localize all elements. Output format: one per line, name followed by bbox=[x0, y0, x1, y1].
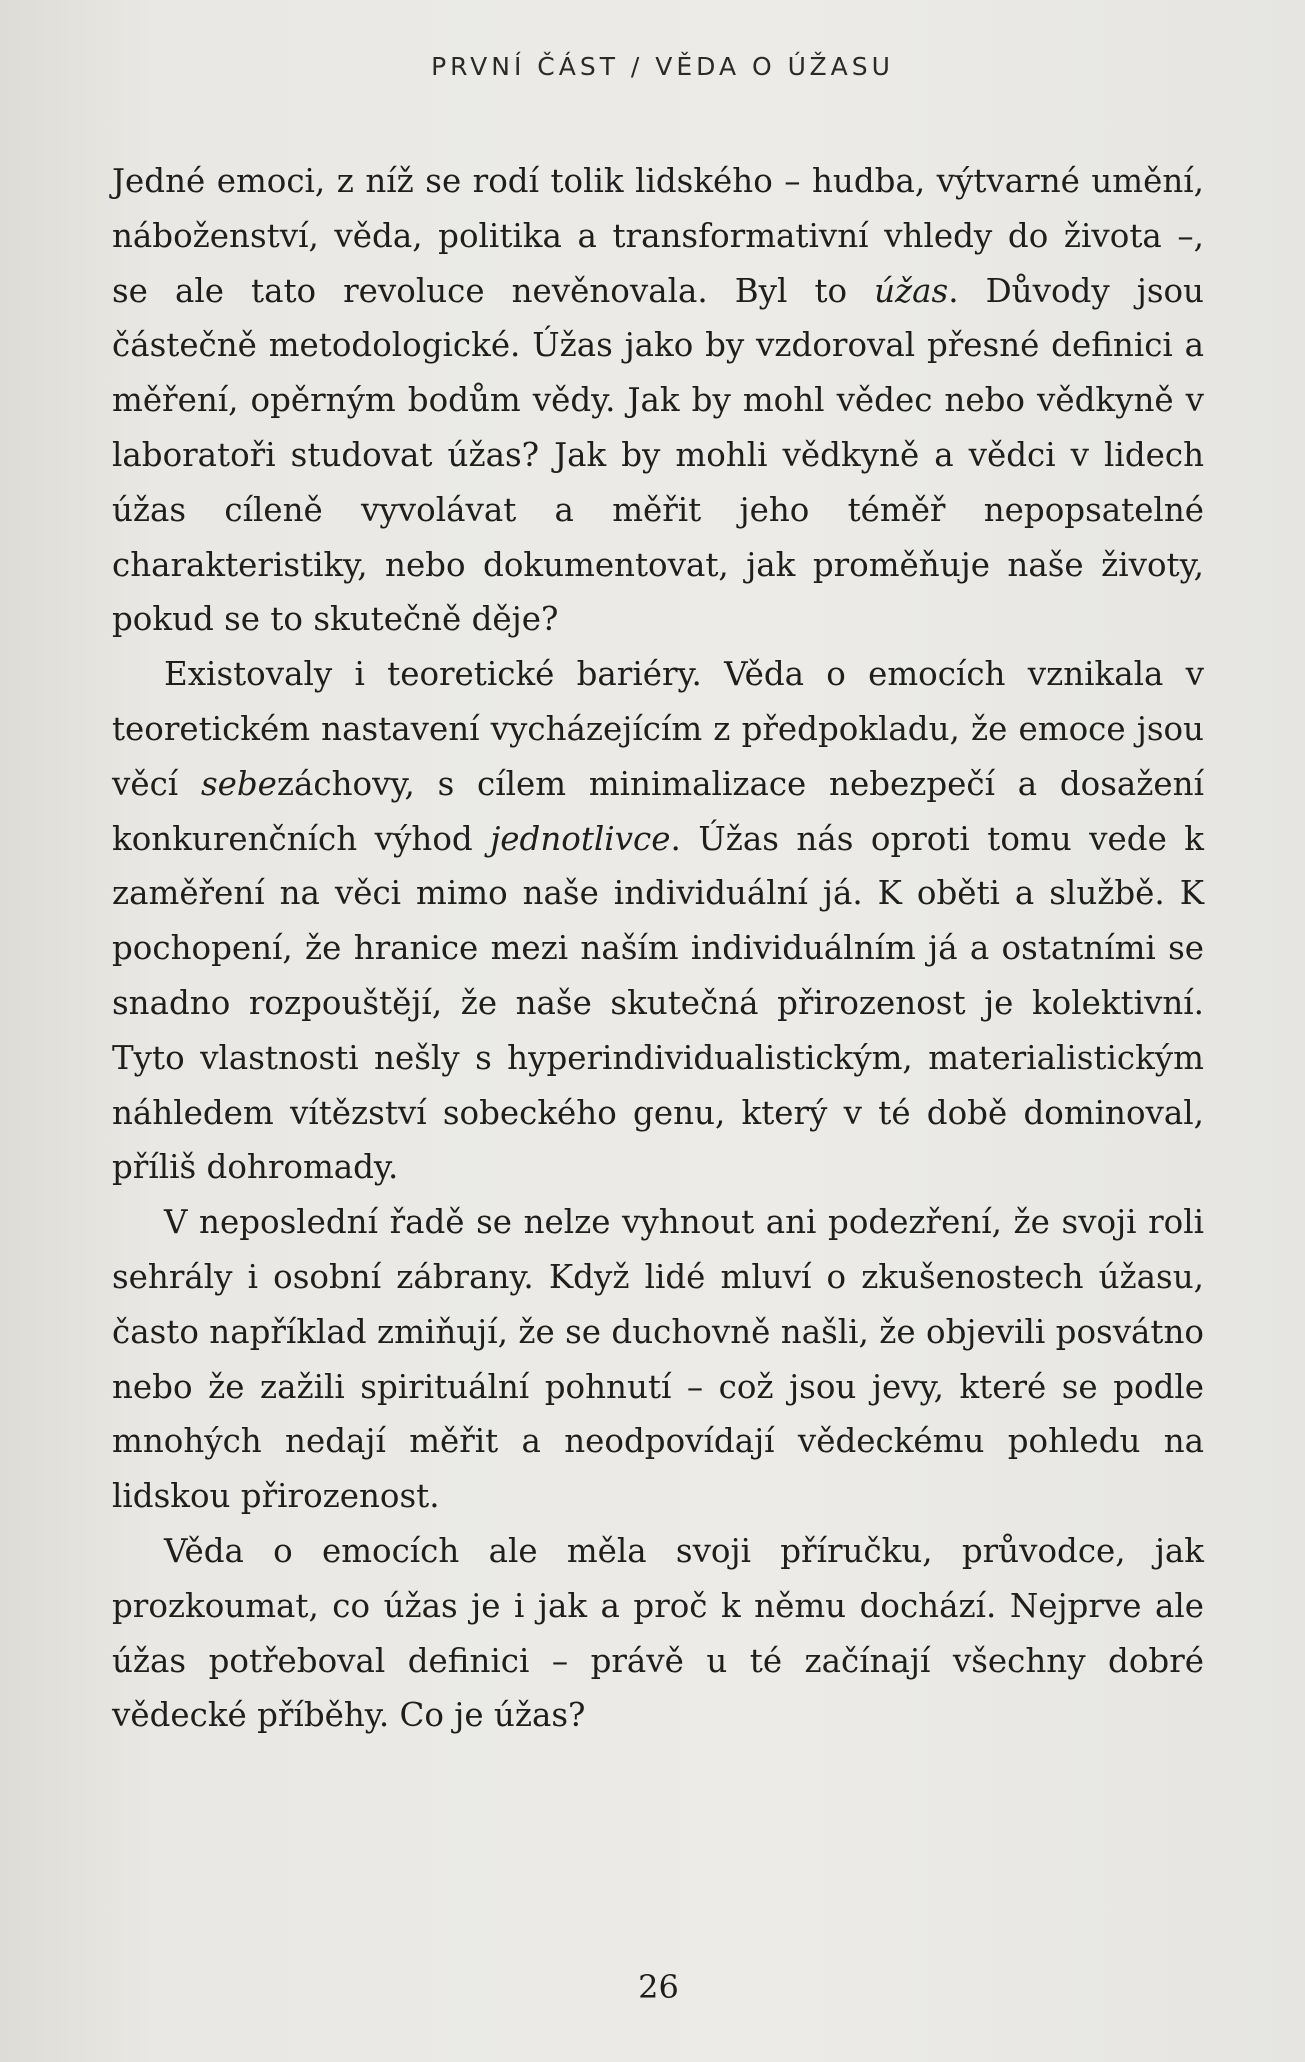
body-text bbox=[112, 154, 1204, 1743]
text-run: . Úžas nás oproti tomu vede k zaměření na věci mimo naše individuální já. K oběti a službě. K pochopení, že hranice mezi naším individuálním já a ostatními se snadno rozpouštějí, že naše skutečná přirozenost je kolektivní. Tyto vlastnosti nešly s hyperindividualistickým, materialistickým náhledem vítězství sobeckého genu, který v té době dominoval, příliš dohromady. bbox=[112, 819, 1205, 1187]
emphasis-run: jednotlivce bbox=[490, 819, 671, 858]
paragraph bbox=[112, 647, 1204, 1195]
text-run: . Důvody jsou částečně metodologické. Úžas jako by vzdoroval přesné definici a měření, opěrným bodům vědy. Jak by mohl vědec nebo vědkyně v laboratoři studovat úžas? Jak by mohli vědkyně a vědci v lidech úžas cíleně vyvolávat a měřit jeho téměř nepopsatelné charakteristiky, nebo dokumentovat, jak proměňuje naše životy, pokud se to skutečně děje? bbox=[112, 271, 1204, 639]
text-run: Jedné emoci, z níž se rodí tolik lidského – hudba, výtvarné umění, náboženství, věda, politika a transformativní vhledy do života –, se ale tato revoluce nevěnovala. Byl to bbox=[112, 162, 1204, 310]
text-run: Existovaly i teoretické bariéry. Věda o emocích vznikala v teoretickém nastavení vycházejícím z předpokladu, že emoce jsou věcí bbox=[112, 655, 1204, 803]
paragraph bbox=[112, 1524, 1204, 1743]
page-number: 26 bbox=[638, 1968, 679, 2006]
emphasis-run: sebe bbox=[200, 764, 277, 803]
paragraph bbox=[112, 1195, 1204, 1524]
emphasis-run: úžas bbox=[874, 271, 949, 310]
text-run: záchovy, s cílem minimalizace nebezpečí a dosažení konkurenčních výhod bbox=[112, 764, 1204, 858]
paragraph bbox=[112, 154, 1204, 647]
text-run: V neposlední řadě se nelze vyhnout ani podezření, že svoji roli sehrály i osobní zábrany. Když lidé mluví o zkušenostech úžasu, často například zmiňují, že se duchovně našli, že objevili posvátno nebo že zažili spirituální pohnutí – což jsou jevy, které se podle mnohých nedají měřit a neodpovídají vědeckému pohledu na lidskou přirozenost. bbox=[112, 1203, 1204, 1516]
running-head: PRVNÍ ČÁST / VĚDA O ÚŽASU bbox=[431, 52, 894, 81]
text-run: Věda o emocích ale měla svoji příručku, průvodce, jak prozkoumat, co úžas je i jak a proč k němu dochází. Nejprve ale úžas potřeboval definici – právě u té začínají všechny dobré vědecké příběhy. Co je úžas? bbox=[112, 1531, 1204, 1735]
